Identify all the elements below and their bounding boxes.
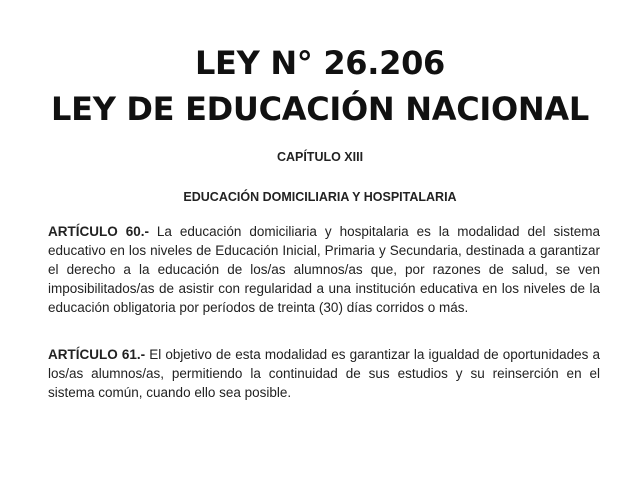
article-61-text: El objetivo de esta modalidad es garantizar la igualdad de oportunidades a los/as alumnos/as, permitiendo la continuidad de sus estudios y su reinserción en el sistema común, cuando ello sea posible.	[48, 347, 600, 400]
article-60-label: ARTÍCULO 60.-	[48, 224, 157, 239]
article-60-text: La educación domiciliaria y hospitalaria es la modalidad del sistema educativo en los niveles de Educación Inicial, Primaria y Secundaria, destinada a garantizar el derecho a la educación de los/as alumnos/as que, por razones de salud, se ven imposibilitados/as de asistir con regularidad a una institución educativa en los niveles de la educación obligatoria por períodos de treinta (30) días corridos o más.	[48, 224, 600, 315]
law-name-heading: LEY DE EDUCACIÓN NACIONAL	[51, 90, 589, 128]
article-61-paragraph	[48, 345, 600, 402]
chapter-name: EDUCACIÓN DOMICILIARIA Y HOSPITALARIA	[183, 190, 457, 204]
article-61-label: ARTÍCULO 61.-	[48, 347, 150, 362]
law-number-heading: LEY N° 26.206	[194, 44, 446, 82]
document-title	[0, 40, 640, 132]
chapter-number: CAPÍTULO XIII	[276, 150, 364, 164]
article-60-paragraph	[48, 222, 600, 317]
